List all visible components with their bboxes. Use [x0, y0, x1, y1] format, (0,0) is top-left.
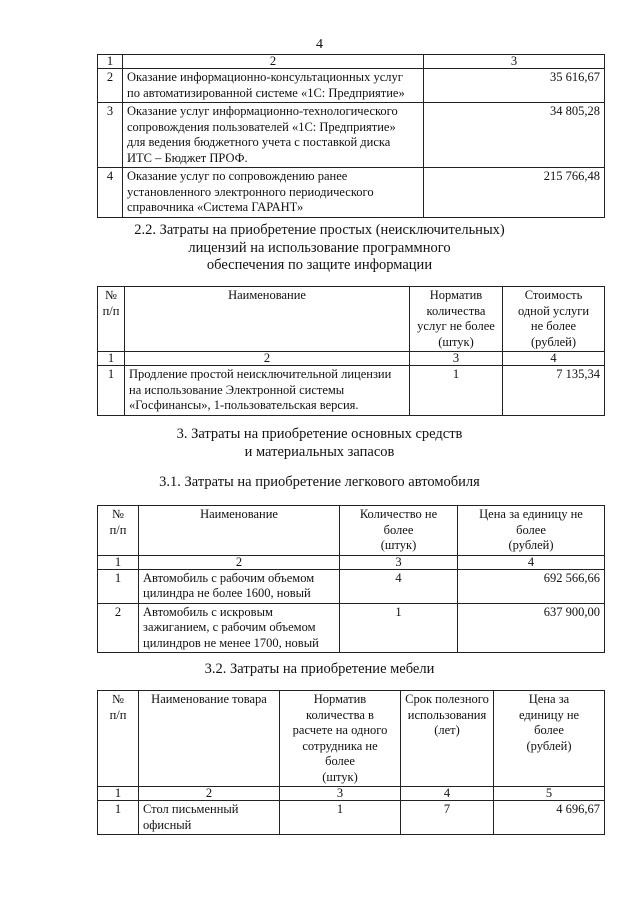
row-name-line: Оказание услуг по сопровождению ранее [127, 169, 348, 183]
header-line: расчете на одного [292, 723, 388, 737]
column-header: Наименование [139, 506, 340, 556]
column-header [401, 691, 494, 787]
row-number: 1 [98, 569, 139, 603]
table-row [98, 103, 605, 168]
header-line: количества [426, 303, 486, 318]
column-header [98, 691, 139, 787]
index-cell: 4 [458, 555, 605, 569]
header-line: более [516, 522, 546, 537]
services-table [97, 54, 605, 218]
row-name [125, 366, 410, 416]
row-name [123, 103, 424, 168]
header-line: Цена за [528, 692, 570, 706]
index-cell: 2 [125, 352, 410, 366]
header-line: Норматив [429, 288, 483, 302]
index-cell: 3 [340, 555, 458, 569]
table-row [98, 168, 605, 218]
column-header: Наименование товара [139, 691, 280, 787]
row-name [123, 168, 424, 218]
section-2-2-heading-line: лицензий на использование программного [188, 240, 451, 256]
page-number: 4 [316, 37, 323, 52]
row-value: 35 616,67 [424, 69, 605, 103]
index-cell: 4 [401, 787, 494, 801]
row-name-line: на использование Электронной системы [129, 382, 345, 397]
row-quantity: 1 [340, 603, 458, 653]
header-line: № [112, 692, 124, 706]
row-name-line: офисный [143, 817, 192, 832]
index-cell: 3 [424, 55, 605, 69]
row-number: 2 [98, 69, 123, 103]
row-name-line: справочника «Система ГАРАНТ» [127, 200, 304, 214]
row-name-line: цилиндра не более 1600, новый [143, 586, 311, 600]
row-value: 692 566,66 [458, 569, 605, 603]
row-name-line: цилиндров не менее 1700, новый [143, 635, 319, 650]
furniture-table [97, 690, 605, 835]
header-line: услуг не более [417, 319, 495, 333]
header-line: (штук) [438, 334, 474, 349]
row-quantity: 1 [410, 366, 503, 416]
table-row [98, 801, 605, 835]
header-line: более [383, 522, 414, 537]
header-line: более [534, 723, 564, 737]
table-row [98, 366, 605, 416]
vehicles-table [97, 505, 605, 653]
column-header [494, 691, 605, 787]
row-name [123, 69, 424, 103]
row-number: 1 [98, 366, 125, 416]
row-quantity: 1 [280, 801, 401, 835]
header-line: п/п [109, 522, 127, 537]
section-2-2-heading-line: 2.2. Затраты на приобретение простых (неисключительных) [134, 222, 505, 238]
index-cell: 2 [139, 555, 340, 569]
row-term: 7 [401, 801, 494, 835]
column-header [458, 506, 605, 556]
row-number: 1 [98, 801, 139, 835]
row-value: 4 696,67 [494, 801, 605, 835]
index-cell: 1 [98, 352, 125, 366]
index-cell: 1 [98, 555, 139, 569]
section-3-1-heading: 3.1. Затраты на приобретение легкового автомобиля [159, 474, 480, 490]
header-line: Цена за единицу не [479, 507, 583, 521]
index-cell: 1 [98, 787, 139, 801]
index-cell: 3 [410, 352, 503, 366]
section-3-heading-line: и материальных запасов [244, 444, 395, 460]
table-row [98, 603, 605, 653]
column-header [410, 287, 503, 352]
row-value: 34 805,28 [424, 103, 605, 168]
row-number: 4 [98, 168, 123, 218]
header-line: № [112, 507, 124, 521]
row-name-line: Автомобиль с рабочим объемом [143, 570, 315, 585]
row-name [139, 603, 340, 653]
row-name-line: установленного электронного периодического [127, 184, 374, 199]
column-header [340, 506, 458, 556]
row-name-line: Продление простой неисключительной лицензии [129, 367, 392, 381]
table-index-row [98, 787, 605, 801]
table-index-row [98, 55, 605, 69]
header-line: Срок полезного [405, 692, 489, 706]
column-header: Наименование [125, 287, 410, 352]
column-header [98, 287, 125, 352]
header-line: Стоимость [524, 288, 583, 302]
header-line: п/п [102, 303, 120, 318]
row-name-line: ИТС – Бюджет ПРОФ. [127, 150, 248, 165]
row-name-line: для ведения бюджетного учета с поставкой диска [127, 135, 391, 149]
header-line: количества в [306, 707, 374, 722]
header-line: одной услуги [517, 303, 590, 318]
index-cell: 3 [280, 787, 401, 801]
header-line: (штук) [380, 538, 417, 552]
row-name-line: сопровождения пользователей «1С: Предприятие» [127, 119, 396, 134]
row-value: 637 900,00 [458, 603, 605, 653]
header-line: (рублей) [526, 738, 572, 753]
column-header [503, 287, 605, 352]
index-cell: 5 [494, 787, 605, 801]
header-line: (рублей) [530, 334, 577, 349]
index-cell: 2 [123, 55, 424, 69]
row-value: 7 135,34 [503, 366, 605, 416]
row-name-line: Оказание услуг информационно-технологического [127, 104, 398, 118]
row-name-line: по автоматизированной системе «1С: Предприятие» [127, 85, 405, 100]
table-header-row [98, 287, 605, 352]
index-cell: 1 [98, 55, 123, 69]
header-line: (лет) [434, 723, 460, 737]
row-name-line: Автомобиль с искровым [143, 604, 273, 619]
row-name [139, 569, 340, 603]
row-name-line: Оказание информационно-консультационных услуг [127, 70, 403, 84]
table-index-row [98, 555, 605, 569]
header-line: п/п [109, 707, 127, 722]
section-2-2-heading-line: обеспечения по защите информации [206, 257, 433, 273]
column-header [98, 506, 139, 556]
row-value: 215 766,48 [424, 168, 605, 218]
table-row [98, 69, 605, 103]
row-name [139, 801, 280, 835]
header-line: Норматив [313, 692, 367, 706]
header-line: использования [407, 707, 487, 722]
table-row [98, 569, 605, 603]
section-3-2-heading: 3.2. Затраты на приобретение мебели [204, 661, 435, 677]
row-quantity: 4 [340, 569, 458, 603]
section-3-heading-line: 3. Затраты на приобретение основных средств [176, 426, 463, 442]
header-line: сотрудника не [302, 738, 378, 753]
index-cell: 2 [139, 787, 280, 801]
index-cell: 4 [503, 352, 605, 366]
header-line: (штук) [322, 769, 358, 784]
header-line: № [105, 288, 117, 302]
row-name-line: Стол письменный [143, 802, 239, 816]
licenses-table [97, 286, 605, 416]
row-name-line: зажиганием, с рабочим объемом [143, 620, 316, 634]
header-line: (рублей) [508, 538, 554, 552]
table-header-row [98, 691, 605, 787]
row-number: 2 [98, 603, 139, 653]
table-index-row [98, 352, 605, 366]
column-header [280, 691, 401, 787]
header-line: единицу не [518, 707, 580, 722]
row-number: 3 [98, 103, 123, 168]
table-header-row [98, 506, 605, 556]
header-line: не более [530, 319, 577, 333]
header-line: более [325, 754, 355, 768]
row-name-line: «Госфинансы», 1-пользовательская версия. [129, 398, 359, 412]
header-line: Количество не [359, 507, 438, 521]
